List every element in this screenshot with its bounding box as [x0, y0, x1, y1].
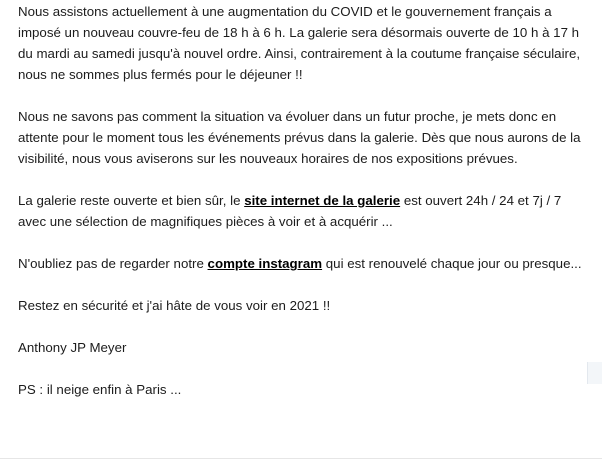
paragraph-curfew-hours: Nous assistons actuellement à une augmentation du COVID et le gouvernement français a imposé un nouveau couvre-feu de 18 h à 6 h. La galerie sera désormais ouverte de 10 h à 17 h du mardi au samedi jusqu'à nouvel ordre. Ainsi, contrairement à la coutume française séculaire, nous ne sommes plus fermés pour le déjeuner !!: [18, 4, 581, 82]
paragraph-website: [18, 190, 584, 232]
website-text-after: est ouvert 24h / 24 et 7j / 7 avec une sélection de magnifiques pièces à voir et à acquérir ...: [18, 193, 562, 229]
website-text-before: La galerie reste ouverte et bien sûr, le: [18, 193, 245, 208]
postscript: PS : il neige enfin à Paris ...: [18, 382, 182, 397]
scroll-handle[interactable]: [587, 362, 602, 384]
instagram-text-before: N'oubliez pas de regarder notre: [18, 256, 208, 271]
email-body: [18, 1, 584, 421]
instagram-text-after: qui est renouvelé chaque jour ou presque...: [322, 256, 582, 271]
paragraph-closing: Restez en sécurité et j'ai hâte de vous voir en 2021 !!: [18, 298, 331, 313]
signature: Anthony JP Meyer: [18, 340, 127, 355]
instagram-account-link[interactable]: compte instagram: [207, 256, 323, 271]
paragraph-instagram: [18, 253, 584, 274]
paragraph-events-postponed: Nous ne savons pas comment la situation va évoluer dans un futur proche, je mets donc en attente pour le moment tous les événements prévus dans la galerie. Dès que nous aurons de la visibilité, nous vous aviserons sur les nouveaux horaires de nos expositions prévues.: [18, 109, 581, 166]
gallery-website-link[interactable]: site internet de la galerie: [244, 193, 401, 208]
